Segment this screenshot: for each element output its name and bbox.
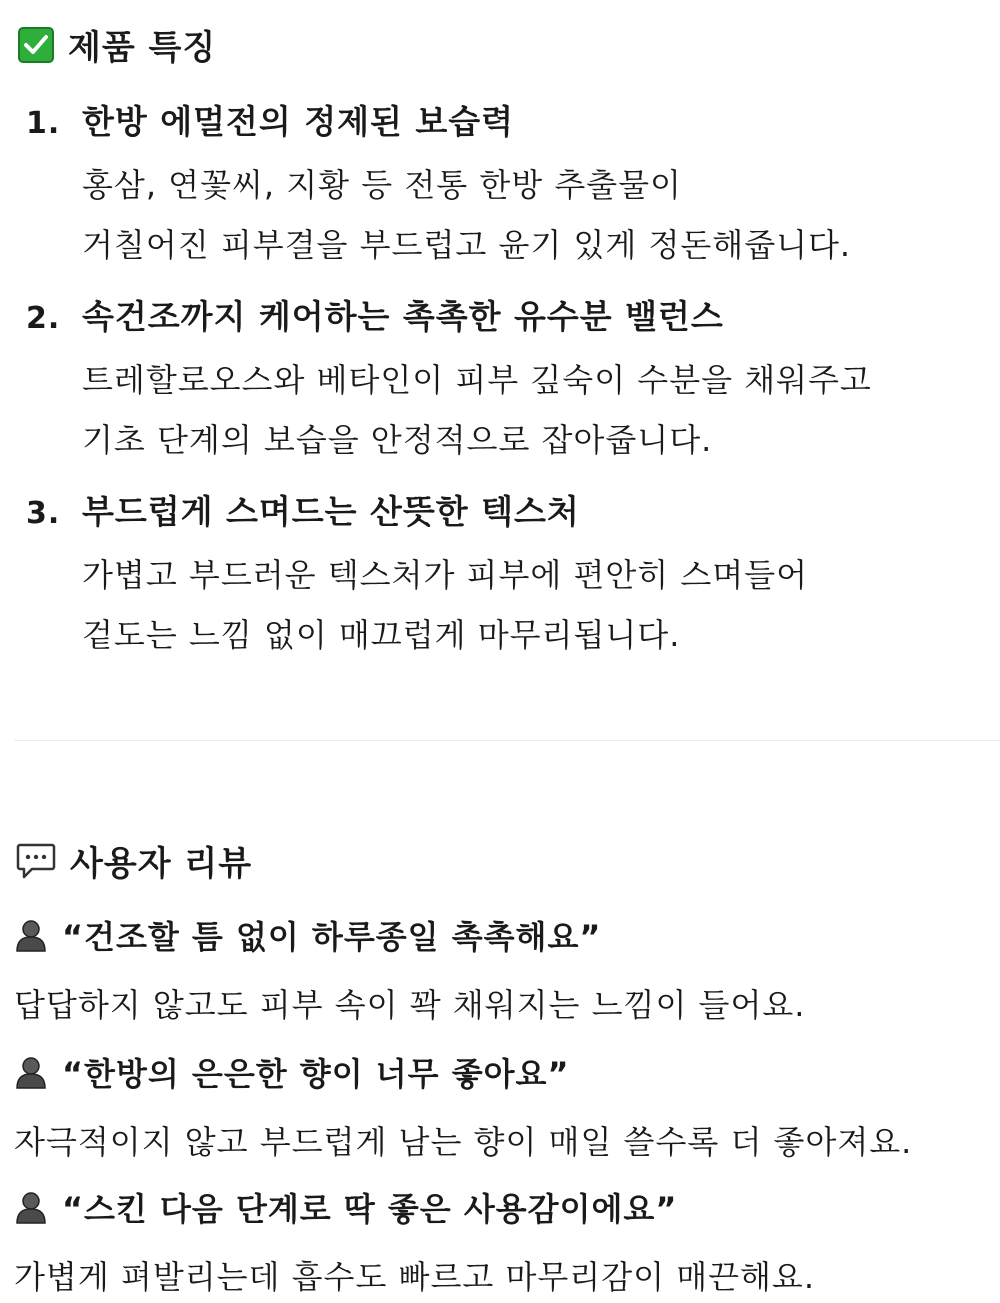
feature-heading: [26, 96, 851, 143]
feature-item-2: [26, 291, 872, 470]
review-item-3: [14, 1184, 815, 1298]
feature-number: 3.: [26, 496, 61, 531]
feature-description-line: 기초 단계의 보습을 안정적으로 잡아줍니다.: [82, 421, 713, 459]
feature-number: 2.: [26, 301, 61, 336]
review-quote-text: “스킨 다음 단계로 딱 좋은 사용감이에요”: [62, 1190, 678, 1228]
feature-item-1: [26, 96, 851, 275]
section-divider: [14, 740, 1000, 741]
feature-description-line: 홍삼, 연꽃씨, 지황 등 전통 한방 추출물이: [82, 166, 682, 204]
review-quote: [14, 1049, 912, 1095]
review-body-text: 가볍게 펴발리는데 흡수도 빠르고 마무리감이 매끈해요.: [14, 1258, 816, 1296]
feature-heading: [26, 486, 808, 533]
feature-description-line: 가볍고 부드러운 텍스처가 피부에 편안히 스며들어: [82, 556, 809, 594]
review-item-2: [14, 1049, 912, 1163]
feature-description: [26, 350, 872, 470]
review-quote-text: “한방의 은은한 향이 너무 좋아요”: [62, 1055, 570, 1093]
feature-description-line: 트레할로오스와 베타인이 피부 깊숙이 수분을 채워주고: [82, 361, 872, 399]
feature-number: 1.: [26, 106, 61, 141]
feature-item-3: [26, 486, 808, 665]
person-icon: [14, 1055, 48, 1089]
feature-description: [26, 155, 851, 275]
review-body-text: 자극적이지 않고 부드럽게 남는 향이 매일 쓸수록 더 좋아져요.: [14, 1123, 913, 1161]
feature-description: [26, 545, 808, 665]
feature-heading-text: 부드럽게 스며드는 산뜻한 텍스처: [82, 492, 580, 531]
person-icon: [14, 1190, 48, 1224]
feature-description-line: 겉도는 느낌 없이 매끄럽게 마무리됩니다.: [82, 616, 681, 654]
features-section-title: [18, 20, 216, 69]
review-quote: [14, 1184, 815, 1230]
reviews-section-title: [16, 836, 252, 885]
feature-heading-text: 한방 에멀전의 정제된 보습력: [82, 102, 515, 141]
features-title-text: 제품 특징: [68, 28, 217, 68]
check-mark-button-icon: [18, 27, 54, 63]
review-body-text: 답답하지 않고도 피부 속이 꽉 채워지는 느낌이 들어요.: [14, 986, 806, 1024]
feature-heading: [26, 291, 872, 338]
person-icon: [14, 918, 48, 952]
speech-balloon-icon: [16, 842, 56, 880]
reviews-title-text: 사용자 리뷰: [70, 844, 253, 884]
feature-heading-text: 속건조까지 케어하는 촉촉한 유수분 밸런스: [82, 297, 724, 336]
review-item-1: [14, 912, 805, 1026]
review-quote-text: “건조할 틈 없이 하루종일 촉촉해요”: [62, 918, 602, 956]
feature-description-line: 거칠어진 피부결을 부드럽고 윤기 있게 정돈해줍니다.: [82, 226, 852, 264]
review-quote: [14, 912, 805, 958]
